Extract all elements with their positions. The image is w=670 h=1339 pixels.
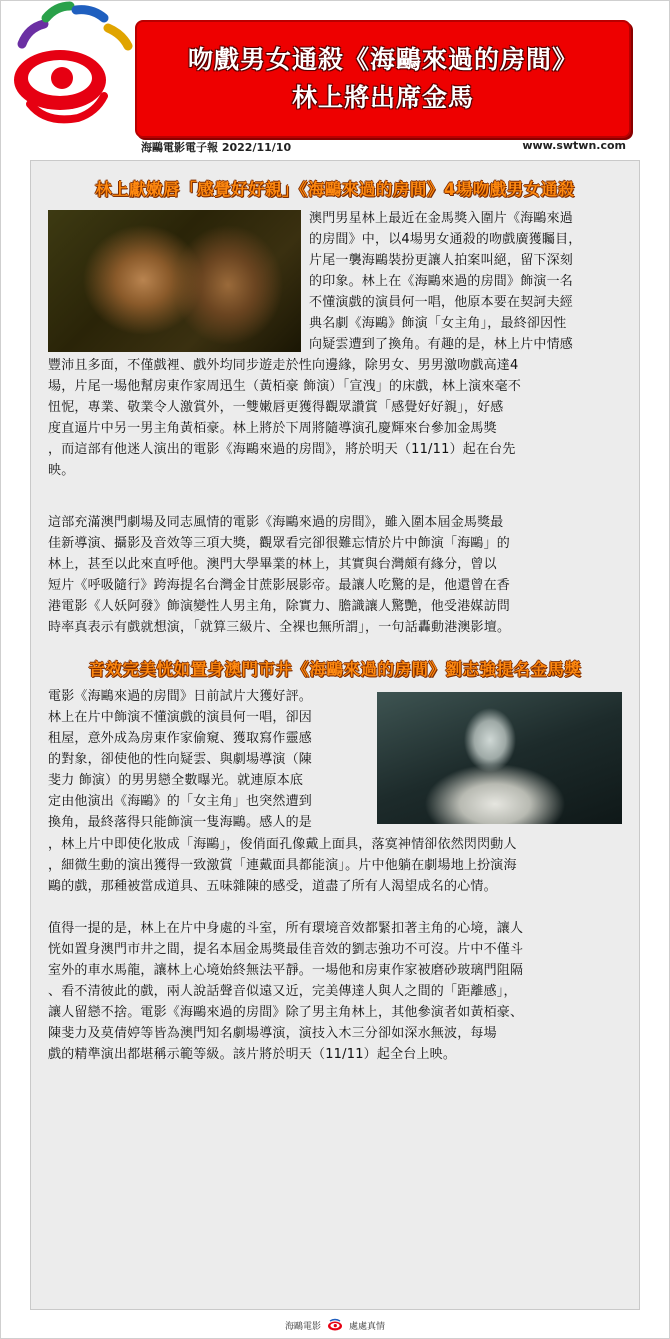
text-line: 忸怩，專業、敬業令人激賞外，一雙嫩唇更獲得觀眾讚賞「感覺好好親」，好感 <box>48 400 504 415</box>
section1-heading: 林上獻嫩唇「感覺好好親」《海鷗來過的房間》4場吻戲男女通殺 <box>95 180 575 199</box>
text-line: 時率真表示有戲就想演，「就算三級片、全裸也無所謂」，一句話轟動港澳影壇。 <box>48 620 511 635</box>
text-line: 、看不清彼此的戲，兩人說話聲音似遠又近，完美傳達人與人之間的「距離感」， <box>48 984 517 999</box>
section2-body-text <box>48 834 634 897</box>
banner-title-line1: 吻戲男女通殺《海鷗來過的房間》 <box>187 45 578 74</box>
text-line: 典名劇《海鷗》飾演「女主角」，最終卻因性 <box>309 316 567 331</box>
section1-photo <box>48 210 301 352</box>
text-line: 陳斐力及莫倩婷等皆為澳門知名劇場導演，演技入木三分卻如深水無波，每場 <box>48 1026 497 1041</box>
text-line: 這部充滿澳門劇場及同志風情的電影《海鷗來過的房間》，雖入圍本屆金馬獎最 <box>48 515 504 530</box>
text-line: 澳門男星林上最近在金馬獎入圍片《海鷗來過 <box>309 211 574 226</box>
text-line: 戲的精準演出都堪稱示範等級。該片將於明天（11/11）起全台上映。 <box>48 1047 457 1062</box>
logo-stroke-green <box>46 6 70 18</box>
text-line: 電影《海鷗來過的房間》日前試片大獲好評。 <box>48 689 313 704</box>
text-line: 佳新導演、攝影及音效等三項大獎，觀眾看完卻很難忘情於片中飾演「海鷗」的 <box>48 536 511 551</box>
text-line: 林上，甚至以此來直呼他。澳門大學畢業的林上，其實與台灣頗有緣分，曾以 <box>48 557 497 572</box>
section1-intro-text <box>309 208 631 355</box>
text-line: 短片《呼吸隨行》跨海提名台灣金甘蔗影展影帝。最讓人吃驚的是，他還曾在香 <box>48 578 511 593</box>
text-line: 租屋，意外成為房東作家偷窺、獲取寫作靈感 <box>48 731 313 746</box>
logo-stroke-blue <box>76 10 104 18</box>
text-line: 林上在片中飾演不懂演戲的演員何一唱，卻因 <box>48 710 313 725</box>
text-line: ，林上片中即使化妝成「海鷗」，俊俏面孔像戴上面具，落寞神情卻依然閃閃動人 <box>48 837 517 852</box>
logo-pupil <box>51 67 73 89</box>
text-line: 向疑雲遭到了換角。有趣的是，林上片中情感 <box>309 337 574 352</box>
text-line: 不懂演戲的演員何一唱，他原本要在契訶夫經 <box>309 295 574 310</box>
text-line: 的對象，卻使他的性向疑雲、與劇場導演（陳 <box>48 752 313 767</box>
text-line: 恍如置身澳門市井之間，提名本屆金馬獎最佳音效的劉志強功不可沒。片中不僅斗 <box>48 942 524 957</box>
section1-paragraph2 <box>48 512 634 638</box>
text-line: 值得一提的是，林上在片中身處的斗室，所有環境音效都緊扣著主角的心境，讓人 <box>48 921 524 936</box>
title-banner <box>135 20 631 138</box>
publisher-date: 海鷗電影電子報 2022/11/10 <box>141 141 292 154</box>
text-line: 斐力 飾演）的男男戀全數曝光。就連原本底 <box>48 773 304 788</box>
footer-text-right: 處處真情 <box>349 1321 386 1332</box>
footer <box>0 1316 670 1334</box>
text-line: 場，片尾一場他幫房東作家周迅生（黃栢豪 飾演）「宣洩」的床戲，林上演來毫不 <box>48 379 522 394</box>
text-line: ，而這部有他迷人演出的電影《海鷗來過的房間》，將於明天（11/11）起在台先 <box>48 442 516 457</box>
text-line: 度直逼片中另一男主角黃栢豪。林上將於下周將隨導演孔慶輝來台參加金馬獎 <box>48 421 497 436</box>
text-line: 的房間》中，以4場男女通殺的吻戲廣獲矚目， <box>309 232 582 247</box>
text-line: 豐沛且多面，不僅戲裡、戲外均同步遊走於性向邊緣，除男女、男男激吻戲高達4 <box>48 358 519 373</box>
section2-intro-text <box>48 686 370 833</box>
text-line: 鷗的戲，那種被當成道具、五味雜陳的感受，道盡了所有人渴望成名的心情。 <box>48 879 497 894</box>
text-line: ，細微生動的演出獲得一致激賞「連戴面具都能演」。片中他躺在劇場地上扮演海 <box>48 858 517 873</box>
section1-body-text <box>48 355 634 481</box>
text-line: 讓人留戀不捨。電影《海鷗來過的房間》除了男主角林上，其他參演者如黃栢豪、 <box>48 1005 524 1020</box>
section2-photo <box>377 692 622 824</box>
website-link[interactable]: www.swtwn.com <box>522 139 626 152</box>
footer-text-left: 海鷗電影 <box>284 1321 321 1332</box>
logo-stroke-purple <box>22 24 44 44</box>
text-line: 片尾一襲海鷗裝扮更讓人拍案叫絕，留下深刻 <box>309 253 574 268</box>
text-line: 換角，最終落得只能飾演一隻海鷗。感人的是 <box>48 815 313 830</box>
logo-stroke-gold <box>108 28 128 46</box>
text-line: 港電影《人妖阿發》飾演變性人男主角，除實力、膽識讓人驚艷，他受港媒訪問 <box>48 599 511 614</box>
text-line: 定由他演出《海鷗》的「女主角」也突然遭到 <box>48 794 313 809</box>
section2-paragraph2 <box>48 918 634 1065</box>
section2-heading: 音效完美恍如置身澳門市井《海鷗來過的房間》劉志強提名金馬獎 <box>88 660 582 679</box>
banner-title-line2: 林上將出席金馬 <box>291 83 474 112</box>
footer-logo-icon <box>327 1318 343 1332</box>
text-line: 映。 <box>48 463 75 478</box>
text-line: 室外的車水馬龍，讓林上心境始終無法平靜。一場他和房東作家被磨砂玻璃門阻隔 <box>48 963 524 978</box>
seagull-logo-icon <box>0 0 140 130</box>
text-line: 的印象。林上在《海鷗來過的房間》飾演一名 <box>309 274 574 289</box>
